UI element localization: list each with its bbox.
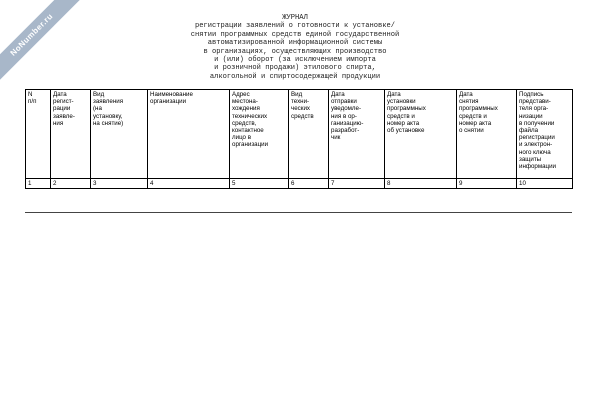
column-header-application-type: Вид заявления (на установку, на снятие) bbox=[91, 90, 148, 179]
column-number-cell: 8 bbox=[385, 179, 457, 189]
column-header-signature: Подпись представи- теля орга- низации в получении файла регистрации и электрон- ного ключа защиты информации bbox=[517, 90, 573, 179]
title-line: ЖУРНАЛ bbox=[282, 14, 308, 22]
column-number-cell: 6 bbox=[289, 179, 329, 189]
title-line: алкогольной и спиртосодержащей продукции bbox=[209, 72, 381, 81]
column-number-cell: 4 bbox=[148, 179, 230, 189]
column-header-installation-date: Дата установки программных средств и номер акта об установке bbox=[385, 90, 457, 179]
column-header-registration-date: Дата регист- рации заявле- ния bbox=[51, 90, 91, 179]
column-number-cell: 1 bbox=[26, 179, 51, 189]
title-line: и (или) оборот (за исключением импорта bbox=[214, 56, 376, 65]
watermark-ribbon: NoNumber.ru bbox=[0, 0, 81, 84]
journal-table bbox=[25, 89, 573, 189]
column-number-cell: 9 bbox=[457, 179, 517, 189]
column-header-address: Адрес местона- хождения технических средств, контактное лицо в организации bbox=[230, 90, 289, 179]
column-header-number: N п/п bbox=[26, 90, 51, 179]
title-line: регистрации заявлений о готовности к установке/ bbox=[194, 22, 396, 31]
header-row bbox=[26, 90, 573, 179]
column-header-removal-date: Дата снятия программных средств и номер акта о снятии bbox=[457, 90, 517, 179]
column-number-row bbox=[26, 179, 573, 189]
column-number-cell: 3 bbox=[91, 179, 148, 189]
column-header-hardware-type: Вид техни- ческих средств bbox=[289, 90, 329, 179]
title-line: и розничной продажи) этилового спирта, bbox=[214, 64, 376, 73]
column-header-notification-date: Дата отправки уведомле- ния в ор- ганизацию- разработ- чик bbox=[329, 90, 385, 179]
column-number-cell: 2 bbox=[51, 179, 91, 189]
column-number-cell: 10 bbox=[517, 179, 573, 189]
title-line: в организациях, осуществляющих производство bbox=[203, 47, 387, 56]
journal-title bbox=[150, 14, 440, 81]
title-line: автоматизированной информационной системы bbox=[207, 39, 383, 48]
title-line: снятии программных средств единой государственной bbox=[190, 30, 400, 39]
separator-line bbox=[25, 212, 572, 213]
column-header-organization-name: Наименование организации bbox=[148, 90, 230, 179]
column-number-cell: 5 bbox=[230, 179, 289, 189]
column-number-cell: 7 bbox=[329, 179, 385, 189]
